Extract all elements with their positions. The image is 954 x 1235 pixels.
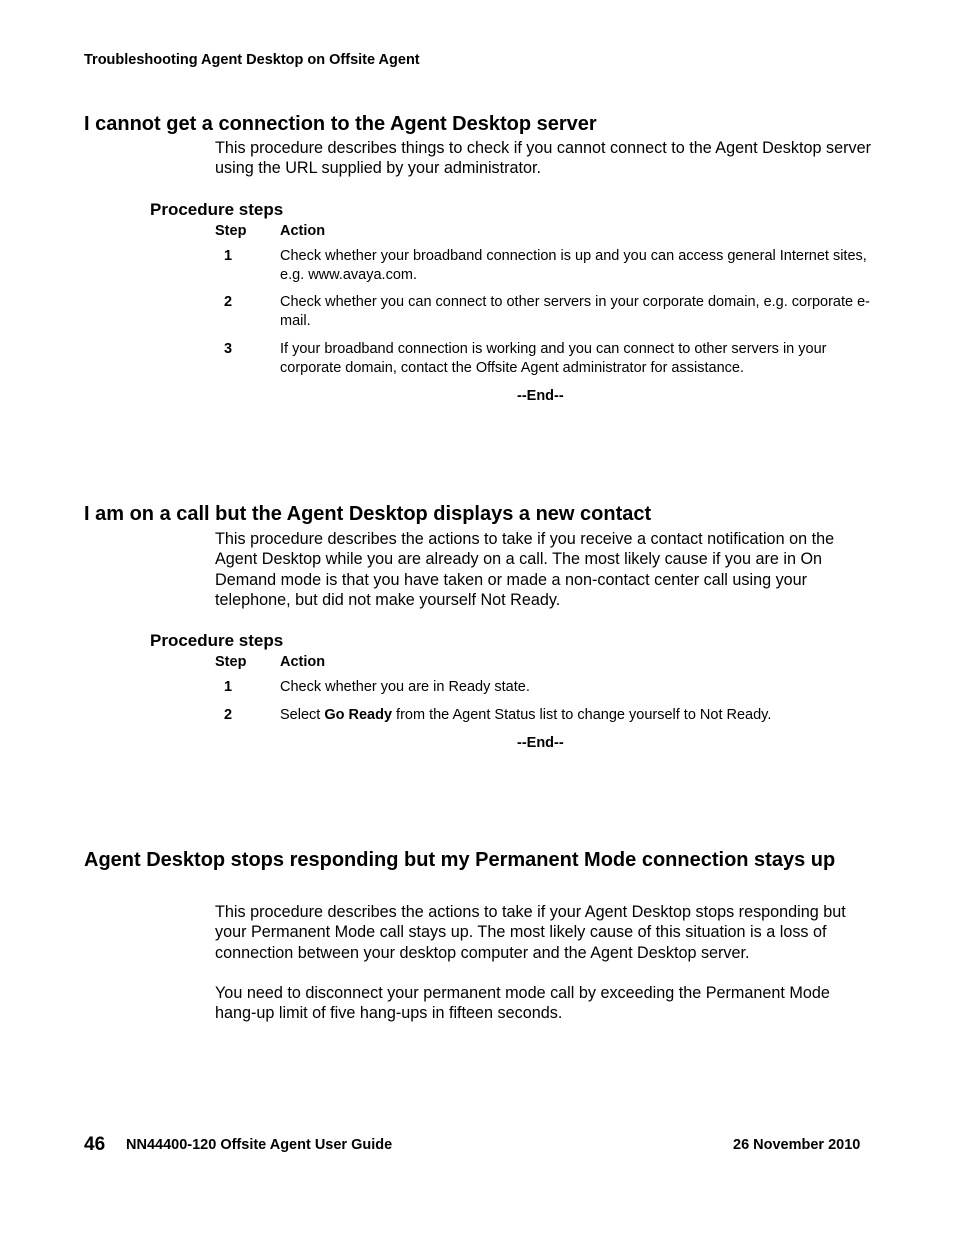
step-text-after: from the Agent Status list to change yourself to Not Ready. — [392, 707, 772, 723]
section-2-end-marker: --End-- — [517, 735, 564, 751]
step-text-before: Select — [280, 707, 325, 723]
section-2-step-1-text: Check whether you are in Ready state. — [280, 679, 530, 695]
go-ready-term: Go Ready — [324, 707, 393, 723]
footer-doc-title: NN44400-120 Offsite Agent User Guide — [126, 1137, 393, 1153]
section-1-step-2-text: Check whether you can connect to other servers in your corporate domain, e.g. corporate e-mail. — [280, 294, 870, 329]
section-2-procedure-title: Procedure steps — [150, 631, 284, 650]
section-1-intro: This procedure describes things to check if you cannot connect to the Agent Desktop server using the URL supplied by your administrator. — [215, 139, 871, 178]
footer-date: 26 November 2010 — [733, 1137, 861, 1153]
page-number: 46 — [84, 1134, 106, 1155]
section-2-step-2-number: 2 — [223, 707, 233, 723]
section-1-procedure-title: Procedure steps — [150, 200, 284, 219]
section-1-heading: I cannot get a connection to the Agent Desktop server — [84, 113, 597, 135]
section-2-intro: This procedure describes the actions to take if you receive a contact notification on the Agent Desktop while you are already on a call. The most likely cause if you are in On Demand mode is that you have taken or made a non-contact center call using your telephone, but did not make yourself Not Ready. — [215, 530, 835, 610]
section-2-action-column-header: Action — [280, 654, 326, 670]
section-1-step-2-number: 2 — [223, 294, 233, 310]
section-1-end-marker: --End-- — [517, 388, 564, 404]
running-header: Troubleshooting Agent Desktop on Offsite Agent — [84, 52, 420, 68]
section-1-step-1-number: 1 — [223, 248, 233, 264]
section-1-step-3-number: 3 — [223, 341, 233, 357]
section-1-step-1-text: Check whether your broadband connection is up and you can access general Internet sites, e.g. www.avaya.com. — [280, 248, 867, 283]
section-1-step-3-text: If your broadband connection is working and you can connect to other servers in your corporate domain, contact the Offsite Agent administrator for assistance. — [280, 341, 827, 376]
section-2-step-1-number: 1 — [223, 679, 233, 695]
section-3-paragraph-1: This procedure describes the actions to take if your Agent Desktop stops responding but your Permanent Mode call stays up. The most likely cause of this situation is a loss of connection between your desktop computer and the Agent Desktop server. — [215, 903, 846, 962]
section-2-step-2-text — [280, 706, 880, 725]
section-1-step-column-header: Step — [215, 223, 247, 239]
section-2-heading: I am on a call but the Agent Desktop displays a new contact — [84, 503, 652, 525]
section-1-action-column-header: Action — [280, 223, 326, 239]
section-3-heading: Agent Desktop stops responding but my Permanent Mode connection stays up — [84, 849, 836, 871]
section-3-paragraph-2: You need to disconnect your permanent mode call by exceeding the Permanent Mode hang-up limit of five hang-ups in fifteen seconds. — [215, 984, 830, 1023]
section-2-step-column-header: Step — [215, 654, 247, 670]
